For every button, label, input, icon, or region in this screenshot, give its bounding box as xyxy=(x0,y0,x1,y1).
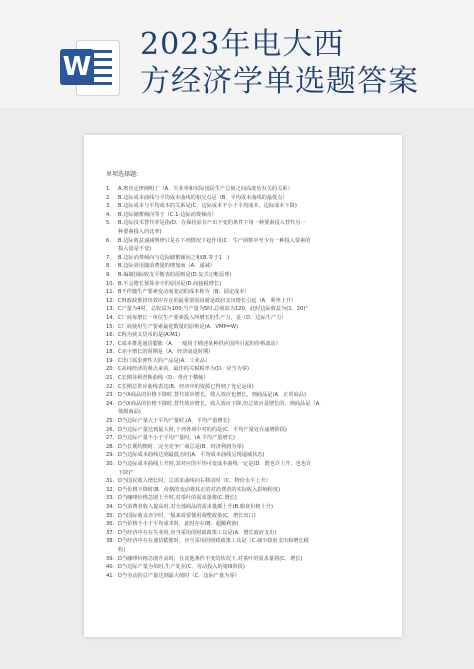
item-number xyxy=(106,408,118,417)
list-item xyxy=(106,434,394,443)
item-text: D当劳动的总产量达到最大值时（C．边际产量为零） xyxy=(118,572,240,579)
list-item xyxy=(106,408,394,417)
item-text: C长期菲利普斯曲线（D．垂直于横轴） xyxy=(118,375,209,382)
item-text: D当国际收支赤字时,一般来说要使用调整政策(C．增长出口) xyxy=(118,512,256,519)
item-text: B.边际效用随消费量的增加而（A．递减） xyxy=(118,263,215,270)
item-text: C出口需求弹性大的产品是(A．工业品） xyxy=(118,357,211,364)
list-item xyxy=(106,512,394,521)
item-text: C厂商每增长一单位生产要素投入所增长的生产力，是（D．边际生产力） xyxy=(118,314,287,321)
list-item xyxy=(106,494,394,503)
item-number: 14. xyxy=(106,314,115,321)
item-text: B.不会增长预算赤字的原因是(D.间接税增长) xyxy=(118,280,222,287)
item-number: 28. xyxy=(106,443,115,450)
item-text: D当经济中存在失业时,应当采用的财政政策工具是(A．增长政府支出) xyxy=(118,529,277,536)
list-item xyxy=(106,563,394,572)
list-item xyxy=(106,185,394,194)
item-number: 17. xyxy=(106,340,115,347)
list-item xyxy=(106,357,394,366)
item-text: 收) xyxy=(118,546,126,553)
item-number: 24. xyxy=(106,400,115,407)
item-number: 3. xyxy=(106,203,111,210)
item-text: D当边际成本曲线上升时,其对应的平均可变成本曲线一定是(D．既也许上升，也也许 xyxy=(118,461,312,467)
item-number: 8. xyxy=(106,263,111,270)
item-text: B.边际收益递减规律只是在下列情况下起作用(C．生产函数中至少有一种投入要素的 xyxy=(118,237,311,244)
list-item xyxy=(106,520,394,529)
item-text: D当边际产量达到最大时,下列各项中对的的是(C．平均产量处在递增阶段) xyxy=(118,426,287,433)
item-number: 26. xyxy=(106,426,115,433)
item-number: 32. xyxy=(106,486,115,493)
item-number: 38. xyxy=(106,538,115,545)
item-number: 12. xyxy=(106,297,115,304)
item-text: C财政政策挤出效应存在的最重要原因就是政府支出增长引起（A．利率上升） xyxy=(118,297,297,304)
item-number: 41. xyxy=(106,572,115,579)
word-document-icon xyxy=(58,36,120,98)
item-number: 39. xyxy=(106,555,115,562)
item-number: 6. xyxy=(106,237,111,244)
item-number: 34. xyxy=(106,503,115,510)
item-number: 21. xyxy=(106,375,115,382)
item-text: B.边际技术替代率是指(D．在保持原有产出不变的条件下用一种要素投入替代另一 xyxy=(118,220,306,227)
list-item xyxy=(106,348,394,357)
item-text: D当边际产量不小于平均产量时，(A.平均产量增长) xyxy=(118,435,235,442)
item-number: 22. xyxy=(106,383,115,390)
list-item xyxy=(106,237,394,246)
item-number: 20. xyxy=(106,366,115,373)
list-item xyxy=(106,314,394,323)
item-number: 10. xyxy=(106,280,115,287)
item-text: C称为狭义货币的是(A.M1) xyxy=(118,332,181,339)
list-item xyxy=(106,460,394,469)
item-text: B不伴随生产要素变动而变动的成本称为（B．固定成本） xyxy=(118,289,250,296)
list-item xyxy=(106,331,394,340)
item-text: D当国民收入增长时，总需求曲线向右移动时（C．物价水平上升） xyxy=(118,478,271,485)
item-number: 23. xyxy=(106,392,115,399)
item-number: 29. xyxy=(106,452,115,459)
list-item xyxy=(106,219,394,228)
item-number: 5. xyxy=(106,220,111,227)
list-item xyxy=(106,245,394,254)
list-item xyxy=(106,202,394,211)
header-banner xyxy=(0,0,474,108)
item-number: 25. xyxy=(106,418,115,425)
item-number: 19. xyxy=(106,357,115,364)
item-text: B.编制国际收支平衡表的原则是(D.复式记帐原理) xyxy=(118,271,232,278)
list-item xyxy=(106,211,394,220)
item-number: 2. xyxy=(106,194,111,201)
list-item xyxy=(106,537,394,546)
item-text: A.奥肯定律阐明了（A．失业率和实际国民生产总值之间高度负有关的关系） xyxy=(118,186,293,192)
item-number: 40. xyxy=(106,564,115,571)
item-number: 16. xyxy=(106,332,115,339)
item-text: 投入量是不变) xyxy=(118,246,152,253)
list-item xyxy=(106,426,394,435)
list-item xyxy=(106,443,394,452)
item-text: B.边际成本与平均成本的关系是(C．边际成本不小于平均成本，边际成本下降) xyxy=(118,203,297,210)
list-item xyxy=(106,572,394,581)
list-item xyxy=(106,297,394,306)
item-text: B.边际消费倾向与边际储蓄倾向之和(B.等于1 ) xyxy=(118,254,230,261)
list-item xyxy=(106,271,394,280)
item-text: D当价格下降时(B．价格的变动将其正的对消费者的实际收入影响程度) xyxy=(118,486,281,493)
item-text: C成本推进通货膨胀（A．一般用于描述某种供应国所引起的价格波动） xyxy=(118,340,281,347)
list-item xyxy=(106,228,394,237)
list-item xyxy=(106,340,394,349)
item-number: 15. xyxy=(106,323,115,330)
item-text: 下降)" xyxy=(118,469,133,476)
item-number: 7. xyxy=(106,254,111,261)
item-text: D当咖啡价格急剧上升时,对茶叶的需求量将(C.增长) xyxy=(118,495,237,502)
item-text: C厂商使用生产要素最优数量的原则是(A．VMP=W) xyxy=(118,323,239,330)
item-text: D当经济中存在通货膨胀时，应当采用的财政政策工具是（C.减少政府支出和增长税 xyxy=(118,538,309,545)
document-page-preview xyxy=(84,135,402,637)
list-item xyxy=(106,529,394,538)
item-number: 37. xyxy=(106,529,115,536)
list-item xyxy=(106,486,394,495)
list-item xyxy=(106,477,394,486)
list-item xyxy=(106,555,394,564)
list-item xyxy=(106,305,394,314)
list-item xyxy=(106,451,394,460)
item-text: D当边际产量为负时,生产处在(C．劳动投入的第III阶段) xyxy=(118,564,245,571)
item-text: D当边际成本曲线达到最低点时(A．平均成本曲线呈现递减状态) xyxy=(118,452,265,459)
item-text: D当边际产量大于平均产量时,(A．平均产量增长) xyxy=(118,418,230,425)
item-number: 18. xyxy=(106,349,115,356)
item-number: 13. xyxy=(106,306,115,313)
list-item xyxy=(106,194,394,203)
item-text: D当X商品的价格下降时,替代效应增长，收入效应也增长，则商品是(A．正常商品) xyxy=(118,392,306,399)
list-item xyxy=(106,503,394,512)
list-item xyxy=(106,323,394,332)
list-item xyxy=(106,400,394,409)
item-number: 4. xyxy=(106,211,111,218)
section-heading: 单项选择题: xyxy=(106,171,139,178)
item-number: 11. xyxy=(106,289,115,296)
item-text: B.边际储蓄倾向等于（C.1-边际消费倾向） xyxy=(118,211,217,218)
list-item xyxy=(106,254,394,263)
list-item xyxy=(106,365,394,374)
list-item xyxy=(106,546,394,555)
item-number: 31. xyxy=(106,478,115,485)
list-item xyxy=(106,383,394,392)
list-item xyxy=(106,262,394,271)
item-number xyxy=(106,245,118,254)
list-item xyxy=(106,391,394,400)
item-text: D当X商品的价格下降时,替代效应增长，收入效应下降,但总效应是增长的，则商品是（A． xyxy=(118,400,325,407)
question-list xyxy=(106,185,394,580)
list-item xyxy=(106,374,394,383)
item-text: D当长期均衡时，完全竞争厂商总是(B．经济利润为零) xyxy=(118,443,244,450)
item-text: C长期总供应曲线表达(B．经济中的资源已得到了充足运用) xyxy=(118,383,254,390)
item-number: 9. xyxy=(106,271,111,278)
item-number: 35. xyxy=(106,512,115,519)
item-text: C从纯经济的观点来看，最佳的关税税率为(D．应当为零) xyxy=(118,366,249,373)
item-text: 种要素投入的比率) xyxy=(118,228,162,235)
item-text: D当消费者收入提高时,对全部商品的需求量都上升(B.粮食价格上升) xyxy=(118,503,273,510)
item-number: 30. xyxy=(106,461,115,467)
list-item xyxy=(106,288,394,297)
list-item xyxy=(106,280,394,289)
item-text: D当价格不小于平均成本时，此时存在(B．超额利润) xyxy=(118,521,239,528)
item-number xyxy=(106,546,118,555)
item-number: 36. xyxy=(106,521,115,528)
item-text: C产量为4时，总收益为100;当产量为5时,总收益为120，此时边际收益为(1．20)" xyxy=(118,306,308,313)
title-line-2: 方经济学单选题答案 xyxy=(140,64,419,99)
item-text: 低级商品) xyxy=(118,409,141,416)
item-number: 33. xyxy=(106,495,115,502)
item-number: 1. xyxy=(106,186,111,192)
page-title xyxy=(140,26,470,100)
word-logo-letter: W xyxy=(60,49,94,85)
item-text: B.边际成本曲线与平均成本曲线的相交点是（B．平均成本曲线的最低点） xyxy=(118,194,288,201)
item-number: 27. xyxy=(106,435,115,442)
item-number xyxy=(106,469,118,478)
item-number xyxy=(106,228,118,237)
list-item xyxy=(106,469,394,478)
item-text: D当咖啡价格急剧升高时，在其他条件不变的状况下,对茶叶的需求量将(C．增长) xyxy=(118,555,303,562)
title-line-1: 2023年电大西 xyxy=(140,27,345,62)
list-item xyxy=(106,417,394,426)
item-text: C赤字增长的时期是（A．经济衰退时期） xyxy=(118,349,214,356)
